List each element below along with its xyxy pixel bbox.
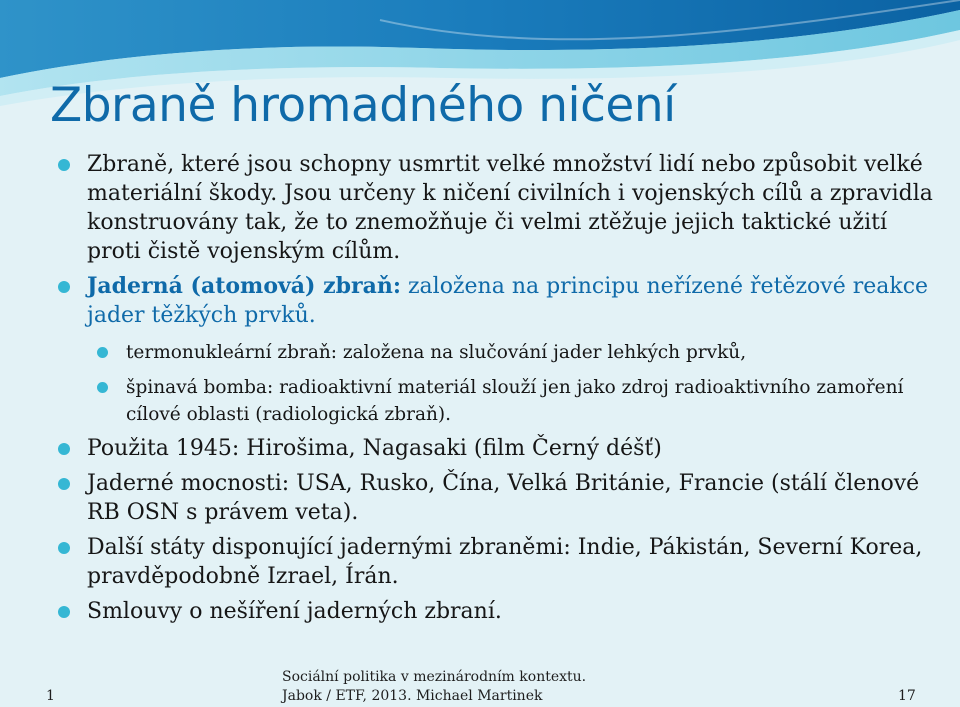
sub-bullet-text: špinavá bomba: radioaktivní materiál slouží jen jako zdroj radioaktivního zamoření cílové oblasti (radiologická zbraň). bbox=[126, 377, 904, 425]
footer-text bbox=[282, 668, 586, 706]
bullet-text: Smlouvy o nešíření jaderných zbraní. bbox=[87, 599, 502, 624]
slide-title: Zbraně hromadného ničení bbox=[50, 78, 676, 133]
bullet-treaties bbox=[58, 597, 938, 626]
bullet-text: Jaderné mocnosti: USA, Rusko, Čína, Velká Británie, Francie (stálí členové RB OSN s právem veta). bbox=[87, 471, 920, 525]
sub-bullet-thermonuclear bbox=[95, 339, 938, 366]
footer-left-number: 1 bbox=[46, 688, 55, 704]
footer-line-author: Jabok / ETF, 2013. Michael Martinek bbox=[282, 688, 543, 704]
bullet-text: Další státy disponující jadernými zbraněmi: Indie, Pákistán, Severní Korea, pravděpodobně Izrael, Írán. bbox=[87, 535, 923, 589]
sub-bullet-dirty-bomb bbox=[95, 374, 938, 428]
sub-bullet-text: termonukleární zbraň: založena na slučování jader lehkých prvků, bbox=[126, 342, 747, 363]
bullet-nuclear-powers bbox=[58, 469, 938, 527]
bullet-definition bbox=[58, 150, 938, 266]
slide-page-number: 17 bbox=[898, 688, 916, 704]
slide-content bbox=[58, 150, 938, 632]
bullet-nuclear-weapon bbox=[58, 272, 938, 330]
bullet-other-states bbox=[58, 533, 938, 591]
bullet-term: Jaderná (atomová) zbraň: bbox=[87, 273, 401, 299]
bullet-text: Zbraně, které jsou schopny usmrtit velké množství lidí nebo způsobit velké materiální škody. Jsou určeny k ničení civilních i vojenských cílů a zpravidla konstruovány tak, že to znemožňuje či velmi ztěžuje jejich taktické užití proti čistě vojenským cílům. bbox=[87, 152, 933, 264]
footer-line-course: Sociální politika v mezinárodním kontextu. bbox=[282, 669, 587, 685]
slide-footer bbox=[0, 664, 960, 707]
bullet-used-1945 bbox=[58, 434, 938, 463]
bullet-text: Použita 1945: Hirošima, Nagasaki (film Černý déšť) bbox=[87, 436, 662, 461]
sub-bullet-list bbox=[58, 339, 938, 428]
bullet-text: založena na principu neřízené řetězové reakce jader těžkých prvků. bbox=[87, 274, 929, 328]
